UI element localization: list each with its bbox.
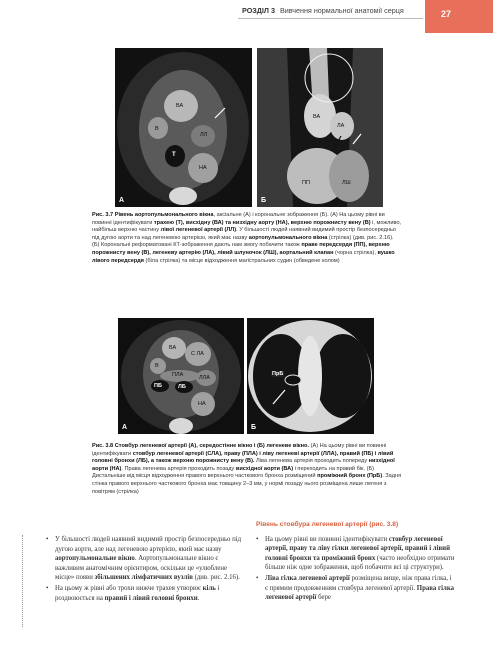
bold-text: висхідної аорти (ВА)	[235, 465, 294, 472]
bold-text: аортопульмонального вікна	[248, 234, 328, 241]
bold-text: трахею (Т), висхідну (ВА) та низхідну аорту (НА), верхню порожнисту вену (В)	[153, 219, 371, 226]
lbl-t: Т	[172, 152, 176, 158]
lbl-na: НА	[199, 165, 207, 171]
running-header	[242, 6, 404, 15]
bold-text: Рис. 3.7	[92, 212, 115, 218]
header-rule	[238, 18, 423, 19]
bullet-item	[46, 584, 246, 603]
text-run: Ліва легенева артерія проходить попереду	[254, 458, 369, 465]
text-run: і, можливо, найбільш верхню частину	[92, 219, 402, 234]
text-run: (див. рис. 2.16).	[192, 574, 240, 582]
bold-text: кіль	[202, 584, 216, 592]
lbl-la: ЛА	[337, 123, 345, 129]
bold-text: праве передсердя (ПП), верхню порожнисту вену (В), легеневу артерію (ЛА), лівий шлуночок (ЛШ), аортальний клапан	[92, 242, 390, 256]
lbl-v: В	[155, 363, 159, 369]
figure-3-8-panel-a	[118, 318, 244, 434]
figure-3-7-panel-a	[115, 48, 252, 207]
panel-label: А	[122, 424, 128, 431]
lbl-va: ВА	[313, 114, 321, 120]
bold-text: збільшених лімфатичних вузлів	[94, 574, 193, 582]
section-title: РОЗДІЛ 3	[242, 6, 275, 15]
figure-3-7-panel-b	[257, 48, 383, 207]
bullet-item	[256, 535, 456, 573]
bold-text: лівої легеневої артерії (ЛЛ)	[160, 227, 237, 234]
text-run: (А) На цьому рівні ви повинні ідентифікувати	[92, 443, 387, 457]
section-heading: Рівень стовбура легеневої артерії (рис. 3.8)	[256, 521, 399, 528]
bullet-item	[256, 574, 456, 603]
text-run: (стрілка) (див. рис. 2.16). (Б) Корональні реформатовані КТ-зображення дають нам змогу побачити також	[92, 234, 394, 249]
text-run: розміщена вище, ніж права гілка, і є прямим продовженням стовбура легеневої артерії.	[265, 574, 452, 592]
ct-lung-window-image	[247, 318, 374, 434]
text-run: У більшості людей наявний видимий простір безпосередньо під дугою аорти, але над легеневою артерією, який має назву	[55, 536, 242, 553]
section-subtitle: Вивчення нормальної анатомії серця	[279, 6, 404, 15]
text-run: .	[197, 594, 200, 602]
lbl-na: НА	[198, 401, 206, 407]
text-run: . Права легенева артерія проходить позаду	[121, 465, 236, 472]
lbl-ll: ЛЛ	[200, 132, 208, 138]
margin-note-rule	[22, 535, 23, 627]
lbl-pp: ПП	[302, 180, 310, 186]
lbl-lsh: ЛШ	[342, 180, 351, 186]
page-number-box	[425, 0, 493, 33]
bold-text: проміжний бронх (ПрБ)	[317, 473, 383, 480]
bold-text: Ліва гілка легеневої артерії	[265, 574, 350, 582]
lbl-pla: ПЛА	[172, 372, 184, 378]
panel-label: А	[119, 197, 125, 204]
panel-label: Б	[251, 424, 257, 431]
text-run: (біла стрілка) та місце відходження магістральних судин (обведене колом)	[143, 257, 340, 264]
bold-text: стовбур легеневої артерії (СЛА), праву (ПЛА) і ліву легеневі артерії (ЛЛА), правий (ПБ) і лівий головні бронхи (ЛБ), а також верхню порожнисту вену (В).	[92, 450, 394, 465]
lbl-va: ВА	[169, 345, 177, 351]
text-run: На цьому рівні ви повинні ідентифікувати	[265, 535, 389, 543]
bold-text: стовбур легеневої артерії, праву та ліву гілки легеневої артерії, правий і лівий головні бронхи та проміжний бронх	[265, 535, 450, 562]
text-run: (часто необхідно отримати більше ніж одне зображення, щоб побачити всі ці структури).	[265, 554, 455, 572]
text-run: . Задня стінка правого верхнього часткового бронха має товщину 2–3 мм, у нормі позаду нього розміщена лише легеня з повітрям (стрілка)	[92, 473, 402, 495]
lbl-lb: ЛБ	[178, 384, 186, 390]
bullet-item	[46, 535, 246, 583]
text-run: На цьому ж рівні або трохи нижче трахея утворює	[55, 584, 203, 592]
lbl-lla: ЛЛА	[199, 375, 210, 381]
lbl-prb: ПрБ	[272, 371, 284, 377]
lbl-sla: С ЛА	[191, 351, 204, 357]
bold-text: Стовбур легеневої артерії (А), середостінне вікно і (Б) легеневе вікно.	[114, 443, 310, 449]
bold-text: низхідної аорти (НА)	[92, 458, 395, 472]
text-run: бере	[316, 594, 331, 602]
figure-3-8-caption	[92, 443, 402, 496]
text-run: і переходить на правий бік. (Б) Дистальніше від місця відходження правого верхнього часткового бронха розміщений	[92, 465, 374, 480]
text-run: , аксіальне (А) і корональне зображення (Б). (А) На цьому рівні ви повинні ідентифікувати	[92, 212, 385, 226]
lbl-pb: ПБ	[154, 383, 162, 389]
text-run: (чорна стрілка),	[333, 249, 378, 256]
text-run: і роздвоюється на	[55, 584, 220, 602]
figure-3-8-panel-b	[247, 318, 374, 434]
ct-axial-image	[115, 48, 252, 207]
bold-text: вушко лівого передсердя	[92, 249, 395, 264]
left-column	[46, 535, 246, 604]
bold-text: Рівень аортопульмонального вікна	[114, 212, 214, 218]
panel-label: Б	[261, 197, 267, 204]
page-number: 27	[441, 9, 452, 19]
bold-text: правий і лівий головні бронхи	[104, 594, 198, 602]
bold-text: аортопульмональне вікно	[55, 555, 135, 563]
right-column	[256, 520, 456, 604]
figure-3-7-caption	[92, 212, 402, 265]
ct-coronal-image	[257, 48, 383, 207]
lbl-va: ВА	[176, 103, 184, 109]
bold-text: Рис. 3.8	[92, 443, 115, 449]
bold-text: Права гілка легеневої артерії	[265, 584, 455, 602]
text-run: . Аортопульмональне вікно є важливим анатомічним орієнтиром, оскільки це «улюблене місце» появи	[55, 555, 228, 582]
text-run: . У більшості людей наявний видимий простір безпосередньо під дугою аорти та над легеневою артерією, який має назву	[92, 227, 397, 241]
lbl-v: В	[155, 126, 159, 132]
